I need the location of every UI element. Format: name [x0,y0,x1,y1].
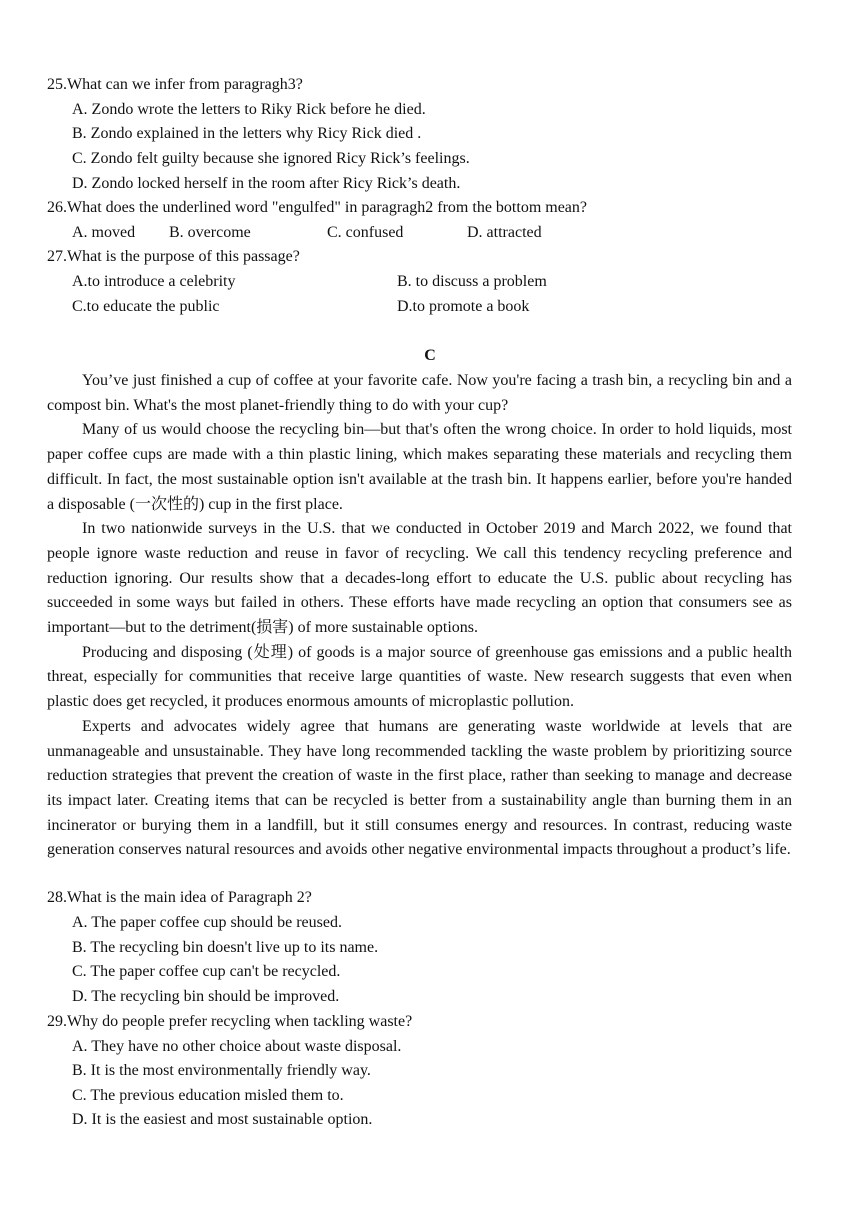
question-28-option-a: A. The paper coffee cup should be reused. [72,914,342,931]
question-27-option-c: C.to educate the public [72,298,220,315]
passage-paragraph-2: Many of us would choose the recycling bin—but that's often the wrong choice. In order to hold liquids, most paper coffee cups are made with a thin plastic lining, which makes separating these materials and recycling them difficult. In fact, the most sustainable option isn't available at the trash bin. It happens earlier, before you're handed a disposable (一次性的) cup in the first place. [47,421,792,513]
passage-paragraph-3: In two nationwide surveys in the U.S. that we conducted in October 2019 and March 2022, we found that people ignore waste reduction and reuse in favor of recycling. We call this tendency recycling preference and reduction ignoring. Our results show that a decades-long effort to educate the U.S. public about recycling has succeeded in some ways but failed in others. These efforts have made recycling an option that consumers see as important—but to the detriment(损害) of more sustainable options. [47,520,792,637]
question-26-option-d: D. attracted [467,224,542,241]
question-28-option-c: C. The paper coffee cup can't be recycled. [72,963,341,980]
question-28-stem: 28.What is the main idea of Paragraph 2? [47,889,312,906]
question-26-option-a: A. moved [72,224,136,241]
question-27-stem: 27.What is the purpose of this passage? [47,248,300,265]
question-29-option-c: C. The previous education misled them to. [72,1087,344,1104]
section-title: C [424,347,436,364]
question-25-option-a: A. Zondo wrote the letters to Riky Rick before he died. [72,101,426,118]
passage [47,369,792,863]
question-29-option-a: A. They have no other choice about waste disposal. [72,1038,402,1055]
question-28-option-b: B. The recycling bin doesn't live up to its name. [72,939,379,956]
passage-paragraph-5: Experts and advocates widely agree that humans are generating waste worldwide at levels that are unmanageable and unsustainable. They have long recommended tackling the waste problem by prioritizing source reduction strategies that prevent the creation of waste in the first place, rather than seeking to manage and decrease its impact later. Creating items that can be recycled is better from a sustainability angle than burning them in an incinerator or burying them in a landfill, but it still consumes energy and resources. In contrast, reducing waste generation conserves natural resources and avoids other negative environmental impacts throughout a product’s life. [47,717,792,859]
question-27-option-a: A.to introduce a celebrity [72,273,236,290]
question-25-stem: 25.What can we infer from paragragh3? [47,76,303,93]
question-29-option-d: D. It is the easiest and most sustainable option. [72,1111,373,1128]
question-28-option-d: D. The recycling bin should be improved. [72,988,340,1005]
question-26-stem: 26.What does the underlined word "engulfed" in paragragh2 from the bottom mean? [47,199,588,216]
question-27-option-b: B. to discuss a problem [397,273,547,290]
question-26-option-b: B. overcome [169,224,251,241]
passage-paragraph-1: You’ve just finished a cup of coffee at your favorite cafe. Now you're facing a trash bin, a recycling bin and a compost bin. What's the most planet-friendly thing to do with your cup? [47,372,792,414]
question-29-option-b: B. It is the most environmentally friendly way. [72,1062,371,1079]
question-25-option-c: C. Zondo felt guilty because she ignored Ricy Rick’s feelings. [72,150,470,167]
question-29-stem: 29.Why do people prefer recycling when tackling waste? [47,1013,413,1030]
question-27-option-d: D.to promote a book [397,298,530,315]
question-25-option-b: B. Zondo explained in the letters why Ricy Rick died . [72,125,422,142]
passage-paragraph-4: Producing and disposing (处理) of goods is a major source of greenhouse gas emissions and a public health threat, especially for communities that receive large quantities of waste. New research suggests that even when plastic does get recycled, it produces enormous amounts of microplastic pollution. [47,643,792,711]
question-25-option-d: D. Zondo locked herself in the room after Ricy Rick’s death. [72,175,461,192]
question-26-option-c: C. confused [327,224,404,241]
